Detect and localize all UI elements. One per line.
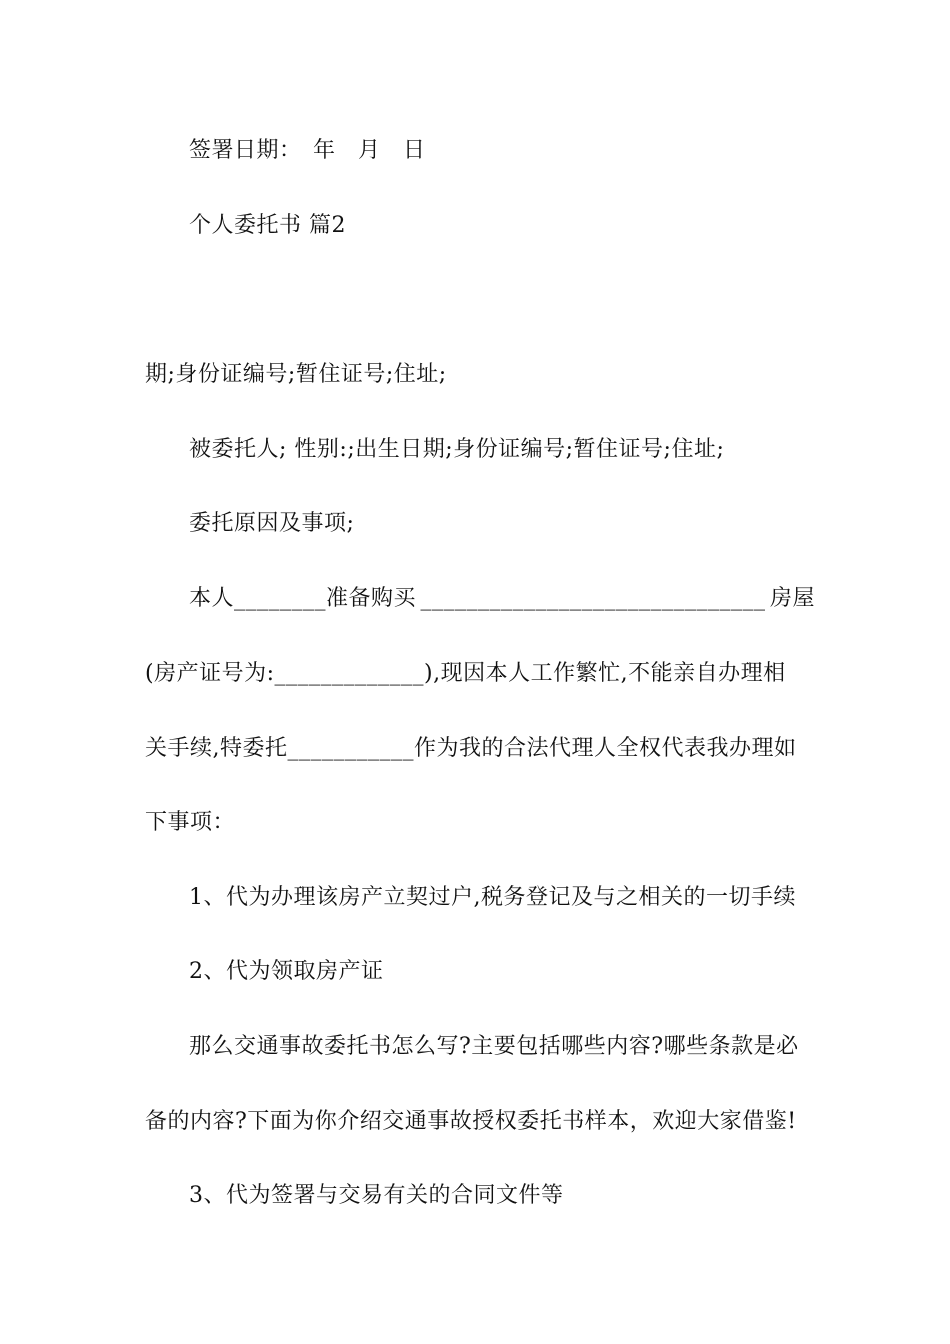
body-paragraph-line-1	[189, 584, 815, 614]
section-title: 个人委托书 篇2	[189, 213, 346, 238]
list-item-3: 3、代为签署与交易有关的合同文件等	[189, 1183, 564, 1208]
property-blank: ______________________________	[420, 586, 766, 611]
agent-info-line: 被委托人; 性别:;出生日期;身份证编号;暂住证号;住址;	[189, 437, 725, 462]
body-paragraph-line-3: 关手续,特委托___________作为我的合法代理人全权代表我办理如	[145, 736, 797, 761]
list-item-1: 1、代为办理该房产立契过户,税务登记及与之相关的一切手续	[189, 885, 796, 910]
house-text: 房屋	[769, 586, 815, 611]
body-paragraph-line-2: (房产证号为:_____________),现因本人工作繁忙,不能亲自办理相	[145, 661, 786, 686]
body-paragraph-line-4: 下事项：	[145, 810, 236, 835]
note-paragraph-line-2: 备的内容?下面为你介绍交通事故授权委托书样本，欢迎大家借鉴!	[145, 1109, 797, 1134]
purchase-text: 本人________准备购买	[189, 586, 417, 611]
note-paragraph-line-1: 那么交通事故委托书怎么写?主要包括哪些内容?哪些条款是必	[189, 1034, 799, 1059]
list-item-2: 2、代为领取房产证	[189, 959, 384, 984]
reason-heading: 委托原因及事项;	[189, 511, 355, 536]
sign-date-line: 签署日期： 年 月 日	[189, 138, 426, 163]
principal-info-tail: 期;身份证编号;暂住证号;住址;	[145, 362, 447, 387]
